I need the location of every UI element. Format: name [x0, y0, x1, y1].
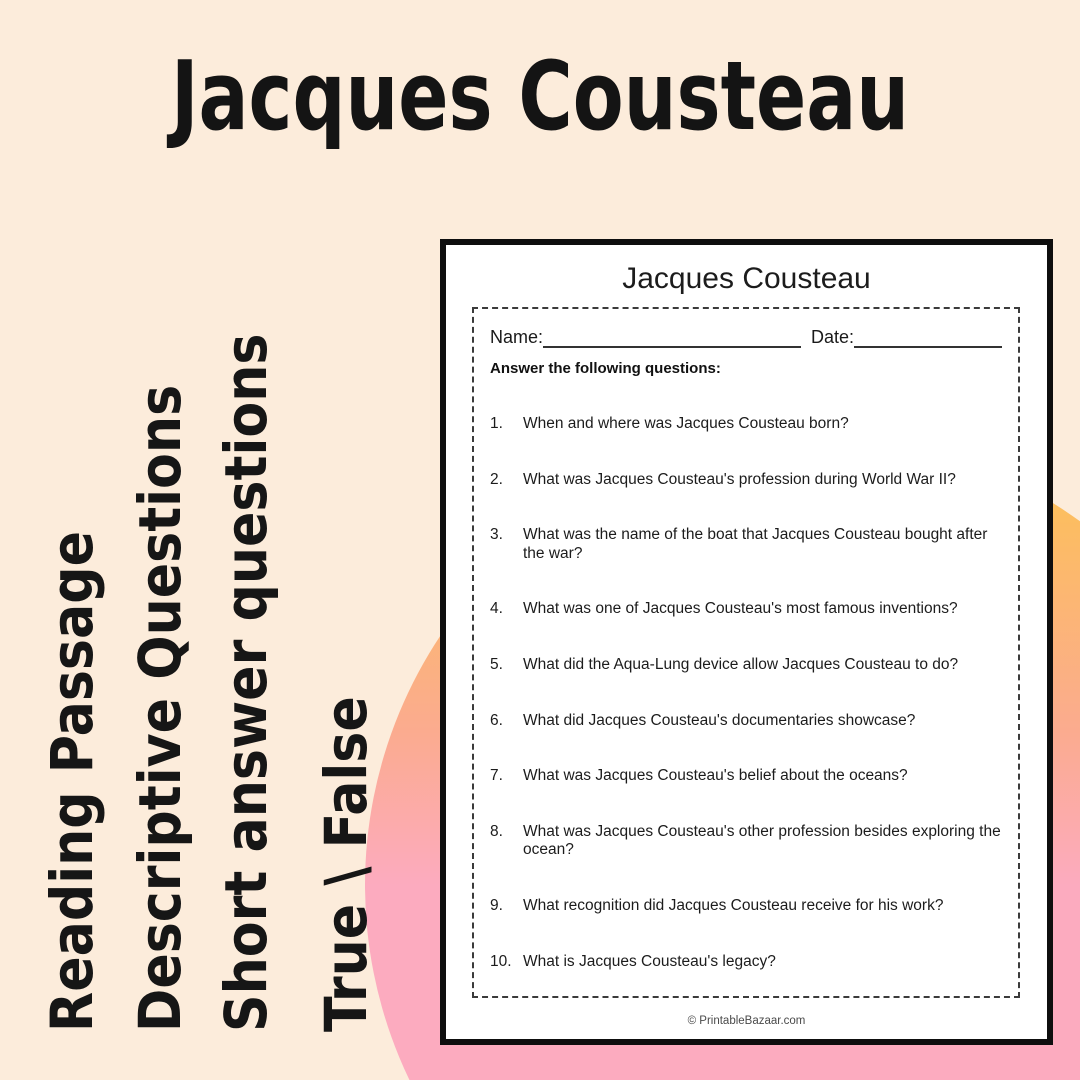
question-number: 6. — [490, 711, 503, 729]
question-number: 10. — [490, 952, 512, 970]
question-text: What was the name of the boat that Jacques Cousteau bought after the war? — [523, 526, 988, 562]
name-date-row — [490, 327, 1002, 348]
instruction-text: Answer the following questions: — [490, 360, 721, 377]
question-item — [490, 600, 1002, 619]
question-number: 1. — [490, 415, 503, 432]
question-text: What was Jacques Cousteau's other profession besides exploring the ocean? — [523, 822, 1001, 859]
question-number: 9. — [490, 896, 503, 914]
question-item — [490, 526, 1002, 563]
date-label: Date: — [810, 327, 854, 347]
question-item — [490, 471, 1002, 490]
name-label: Name: — [490, 327, 544, 347]
question-list — [490, 415, 1002, 971]
question-text: When and where was Jacques Cousteau born? — [523, 415, 849, 432]
question-number: 7. — [490, 767, 503, 785]
side-label-short-answer-questions: Short answer questions — [212, 333, 280, 1032]
worksheet-dashed-frame — [472, 307, 1020, 998]
question-text: What was Jacques Cousteau's belief about the oceans? — [523, 767, 908, 785]
question-text: What was one of Jacques Cousteau's most famous inventions? — [523, 600, 958, 618]
question-item — [490, 767, 1002, 786]
side-label-reading-passage: Reading Passage — [38, 530, 106, 1032]
question-item — [490, 823, 1002, 860]
name-blank-line — [543, 331, 801, 348]
worksheet-title: Jacques Cousteau — [622, 262, 871, 295]
question-item — [490, 415, 1002, 434]
question-number: 2. — [490, 470, 503, 488]
question-number: 5. — [490, 655, 503, 673]
date-blank-line — [854, 331, 1002, 348]
worksheet-footer-credit: © PrintableBazaar.com — [687, 1015, 806, 1027]
question-text: What did the Aqua-Lung device allow Jacques Cousteau to do? — [523, 655, 959, 673]
question-text: What recognition did Jacques Cousteau receive for his work? — [523, 896, 944, 914]
question-number: 3. — [490, 526, 503, 544]
page-title: Jacques Cousteau — [170, 42, 910, 152]
question-text: What is Jacques Cousteau's legacy? — [523, 952, 776, 970]
question-text: What did Jacques Cousteau's documentaries showcase? — [523, 711, 916, 729]
worksheet-preview — [440, 239, 1053, 1045]
question-item — [490, 656, 1002, 675]
question-text: What was Jacques Cousteau's profession during World War II? — [523, 470, 956, 488]
question-item — [490, 712, 1002, 731]
question-item — [490, 897, 1002, 916]
question-number: 4. — [490, 600, 503, 618]
question-number: 8. — [490, 822, 503, 840]
side-label-true-false: True \ False — [312, 696, 380, 1032]
side-label-descriptive-questions: Descriptive Questions — [126, 384, 194, 1033]
question-item — [490, 953, 1002, 972]
